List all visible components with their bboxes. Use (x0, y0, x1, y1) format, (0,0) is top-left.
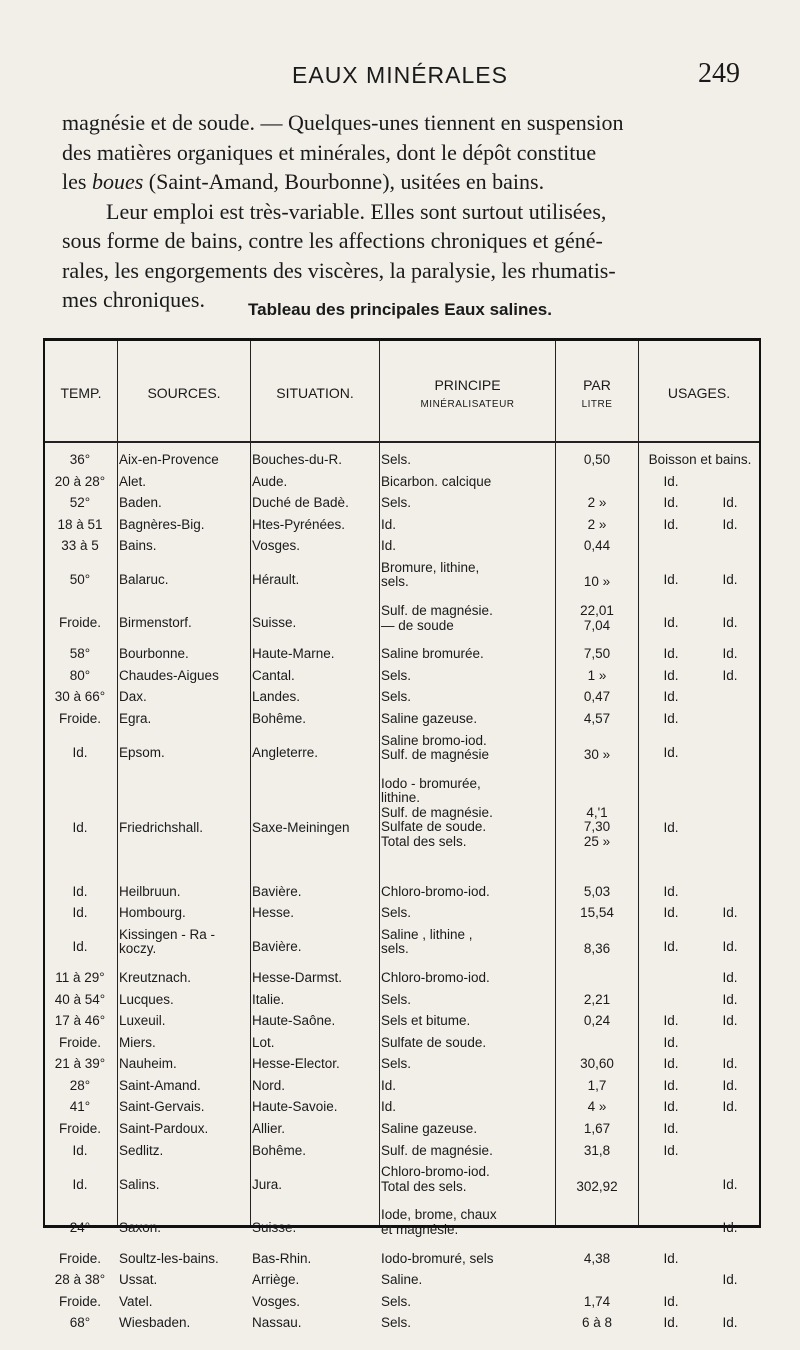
table-row (45, 604, 759, 647)
table-row (45, 993, 759, 1015)
cell-principe: Sels. (381, 991, 412, 1007)
cell-principe: Chloro-bromo-iod. Total des sels. (381, 1164, 490, 1194)
cell-usage-boisson: Id. (663, 939, 679, 955)
cell-principe: Chloro-bromo-iod. (381, 969, 490, 985)
cell-usage-boisson: Id. (663, 615, 679, 631)
cell-usage-boisson: Id. (663, 1034, 679, 1050)
cell-temp: 21 à 39° (54, 1056, 106, 1072)
cell-usage-bains: Id. (722, 991, 738, 1007)
cell-situation: Bavière. (252, 883, 302, 899)
cell-situation: Arriège. (252, 1272, 300, 1288)
cell-principe: Iode, brome, chaux et magnésie. (381, 1207, 497, 1237)
cell-usage-bains: Id. (722, 1176, 738, 1192)
header-principe: PRINCIPE (434, 377, 501, 393)
cell-par-litre: 1,67 (583, 1121, 611, 1137)
cell-temp: 28 à 38° (54, 1272, 106, 1288)
cell-situation: Haute-Saône. (252, 1013, 336, 1029)
table-row (45, 496, 759, 518)
header-rule (45, 441, 759, 443)
cell-par-litre: 4,'1 7,30 25 » (583, 804, 611, 849)
cell-situation: Cantal. (252, 667, 295, 683)
table-row (45, 777, 759, 885)
cell-par-litre: 2,21 (583, 991, 611, 1007)
table-row (45, 1057, 759, 1079)
cell-situation: Lot. (252, 1034, 275, 1050)
cell-source: Heilbruun. (119, 883, 181, 899)
cell-usage-boisson: Id. (663, 667, 679, 683)
cell-principe: Sels. (381, 452, 412, 467)
cell-situation: Bouches-du-R. (252, 452, 343, 467)
table-body (45, 453, 759, 1338)
cell-source: Saint-Amand. (119, 1077, 201, 1093)
header-principe-sub: MINÉRALISATEUR (420, 399, 515, 410)
table-row (45, 669, 759, 691)
cell-situation: Vosges. (252, 1293, 301, 1309)
cell-usage-bains: Id. (722, 1077, 738, 1093)
saline-waters-table (43, 338, 761, 1331)
header-par-sub: LITRE (581, 399, 613, 410)
cell-principe: Iodo - bromurée, lithine. Sulf. de magnésie. Sulfate de soude. Total des sels. (381, 775, 493, 849)
cell-source: Ussat. (119, 1272, 158, 1288)
cell-principe: Sels. (381, 1056, 412, 1072)
para-line-4: Leur emploi est très-variable. Elles sont surtout utilisées, (106, 198, 607, 224)
table-row (45, 1100, 759, 1122)
cell-source: Saint-Pardoux. (119, 1121, 209, 1137)
table-row (45, 1122, 759, 1144)
cell-par-litre: 4 » (587, 1099, 607, 1115)
cell-temp: 58° (69, 646, 91, 662)
cell-usage-boisson: Id. (663, 1121, 679, 1137)
cell-par-litre: 6 à 8 (581, 1315, 613, 1331)
cell-situation: Nassau. (252, 1315, 302, 1331)
cell-usage-boisson: Id. (663, 1315, 679, 1331)
cell-situation: Nord. (252, 1077, 286, 1093)
cell-situation: Bohême. (252, 710, 307, 726)
cell-usage-boisson: Boisson et bains. (648, 452, 752, 467)
para-line-3b: (Saint-Amand, Bourbonne), usitées en bains. (143, 169, 545, 194)
cell-source: Kreutznach. (119, 969, 192, 985)
header-par: PAR (583, 377, 611, 393)
cell-source: Saint-Gervais. (119, 1099, 205, 1115)
cell-temp: Id. (72, 905, 88, 921)
cell-principe: Id. (381, 1099, 397, 1115)
cell-principe: Saline , lithine , sels. (381, 926, 473, 957)
para-line-5: sous forme de bains, contre les affections chroniques et géné- (62, 228, 603, 253)
table-row (45, 1208, 759, 1251)
cell-source: Chaudes-Aigues (119, 667, 219, 683)
header-situation: SITUATION. (276, 385, 354, 401)
table-row (45, 712, 759, 734)
cell-usage-bains: Id. (722, 1315, 738, 1331)
cell-source: Lucques. (119, 991, 174, 1007)
cell-situation: Jura. (252, 1176, 283, 1192)
cell-par-litre: 1,7 (587, 1077, 607, 1093)
cell-usage-boisson: Id. (663, 1013, 679, 1029)
cell-temp: 11 à 29° (55, 969, 105, 985)
table-title: Tableau des principales Eaux salines. (248, 300, 552, 319)
cell-principe: Chloro-bromo-iod. (381, 883, 490, 899)
cell-principe: Saline gazeuse. (381, 710, 478, 726)
cell-usage-bains: Id. (722, 667, 738, 683)
cell-temp: Froide. (58, 1121, 102, 1137)
cell-source: Bains. (119, 538, 157, 554)
cell-par-litre: 31,8 (583, 1142, 611, 1158)
cell-situation: Suisse. (252, 615, 297, 631)
cell-usage-bains: Id. (722, 646, 738, 662)
cell-usage-boisson: Id. (663, 905, 679, 921)
cell-principe: Bromure, lithine, sels. (381, 559, 480, 590)
table-row (45, 518, 759, 540)
cell-principe: Sulf. de magnésie. — de soude (381, 603, 493, 633)
cell-par-litre: 0,47 (583, 689, 611, 705)
cell-temp: Id. (72, 1142, 88, 1158)
cell-situation: Aude. (252, 473, 288, 489)
table-row (45, 475, 759, 497)
cell-principe: Sels. (381, 905, 412, 921)
cell-situation: Landes. (252, 689, 301, 705)
cell-source: Salins. (119, 1176, 160, 1192)
header-sources: SOURCES. (147, 385, 221, 401)
cell-temp: Id. (72, 1176, 88, 1192)
cell-usage-boisson: Id. (663, 1077, 679, 1093)
cell-situation: Vosges. (252, 538, 301, 554)
cell-usage-boisson: Id. (663, 820, 679, 836)
table-row (45, 906, 759, 928)
cell-principe: Id. (381, 516, 397, 532)
cell-temp: 18 à 51 (57, 516, 103, 532)
table-row (45, 690, 759, 712)
cell-source: Dax. (119, 689, 147, 705)
cell-principe: Sels et bitume. (381, 1013, 471, 1029)
cell-situation: Bavière. (252, 939, 302, 955)
cell-usage-boisson: Id. (663, 1099, 679, 1115)
cell-situation: Saxe-Meiningen (252, 820, 350, 836)
cell-par-litre (557, 1208, 637, 1223)
cell-situation: Haute-Savoie. (252, 1099, 338, 1115)
cell-situation: Hérault. (252, 572, 300, 588)
cell-situation: Htes-Pyrénées. (252, 516, 346, 532)
cell-source: Epsom. (119, 744, 165, 760)
cell-temp: Id. (72, 883, 88, 899)
table-row (45, 885, 759, 907)
cell-usage-boisson: Id. (663, 710, 679, 726)
cell-usage-boisson: Id. (663, 1056, 679, 1072)
cell-par-litre: 22,01 7,04 (580, 603, 614, 633)
cell-par-litre: 0,44 (583, 538, 611, 554)
cell-source: Alet. (119, 473, 147, 489)
para-line-3a: les (62, 169, 92, 194)
cell-usage-bains: Id. (722, 939, 738, 955)
table-row (45, 1014, 759, 1036)
table-row (45, 1295, 759, 1317)
header-usages: USAGES. (667, 385, 731, 401)
cell-usage-boisson: Id. (663, 516, 679, 532)
cell-temp: Froide. (58, 710, 102, 726)
cell-source: Balaruc. (119, 572, 169, 588)
cell-usage-bains: Id. (722, 495, 738, 511)
body-paragraph (62, 108, 752, 315)
cell-principe: Saline. (381, 1272, 423, 1288)
cell-par-litre: 7,50 (583, 646, 611, 662)
table-row (45, 1316, 759, 1338)
cell-temp: Id. (72, 744, 88, 760)
cell-situation: Bohême. (252, 1142, 307, 1158)
cell-usage-bains: Id. (722, 615, 738, 631)
cell-par-litre: 30 » (583, 747, 611, 763)
cell-principe: Sulfate de soude. (381, 1034, 487, 1050)
cell-usage-bains: Id. (722, 516, 738, 532)
cell-situation: Bas-Rhin. (252, 1250, 312, 1266)
cell-temp: 30 à 66° (54, 689, 106, 705)
table-row (45, 453, 759, 475)
cell-usage-boisson: Id. (663, 1293, 679, 1309)
cell-source: Aix-en-Provence (119, 452, 219, 467)
cell-situation: Italie. (252, 991, 285, 1007)
table-row (45, 734, 759, 777)
header-temp: TEMP. (60, 385, 102, 401)
para-line-7: mes chroniques. (62, 287, 205, 312)
cell-usage-boisson: Id. (663, 1142, 679, 1158)
cell-source: Bagnères-Big. (119, 516, 205, 532)
cell-principe: Sels. (381, 1293, 412, 1309)
cell-temp: Id. (72, 939, 88, 955)
cell-principe: Bicarbon. calcique (381, 473, 492, 489)
cell-usage-bains: Id. (722, 1056, 738, 1072)
cell-principe: Id. (381, 538, 397, 554)
cell-usage-bains: Id. (722, 572, 738, 588)
para-emphasis-boues: boues (91, 169, 144, 194)
running-title: EAUX MINÉRALES (292, 62, 508, 88)
cell-situation: Haute-Marne. (252, 646, 335, 662)
table-row (45, 1252, 759, 1274)
cell-principe: Saline bromo-iod. Sulf. de magnésie (381, 732, 490, 763)
cell-usage-bains: Id. (722, 905, 738, 921)
table-row (45, 647, 759, 669)
cell-usage-boisson: Id. (663, 572, 679, 588)
cell-principe: Iodo-bromuré, sels (381, 1250, 494, 1266)
cell-usage-bains: Id. (722, 1013, 738, 1029)
cell-par-litre: 2 » (587, 495, 607, 511)
table-row (45, 1036, 759, 1058)
cell-par-litre: 8,36 (583, 941, 611, 957)
cell-principe: Sels. (381, 667, 412, 683)
cell-source: Miers. (119, 1034, 156, 1050)
cell-source: Hombourg. (119, 905, 186, 921)
cell-situation: Hesse-Darmst. (252, 969, 343, 985)
cell-principe: Sels. (381, 1315, 412, 1331)
cell-usage-boisson: Id. (663, 689, 679, 705)
cell-principe: Sulf. de magnésie. (381, 1142, 493, 1158)
table-row (45, 1273, 759, 1295)
cell-temp: Froide. (58, 1034, 102, 1050)
cell-temp: 20 à 28° (54, 473, 106, 489)
cell-par-litre: 0,50 (583, 452, 611, 467)
cell-principe: Sels. (381, 689, 412, 705)
cell-par-litre: 0,24 (583, 1013, 611, 1029)
cell-par-litre: 302,92 (576, 1178, 618, 1194)
cell-principe: Saline gazeuse. (381, 1121, 478, 1137)
cell-temp: Froide. (58, 1293, 102, 1309)
cell-temp: 68° (69, 1315, 91, 1331)
cell-source: Wiesbaden. (119, 1315, 191, 1331)
cell-temp: Froide. (58, 1250, 102, 1266)
table-row (45, 1165, 759, 1208)
cell-usage-bains: Id. (722, 1219, 738, 1235)
running-header (0, 58, 800, 92)
cell-principe: Saline bromurée. (381, 646, 484, 662)
para-line-2: des matières organiques et minérales, dont le dépôt constitue (62, 139, 597, 165)
cell-situation: Allier. (252, 1121, 286, 1137)
cell-usage-bains: Id. (722, 969, 738, 985)
cell-temp: 33 à 5 (61, 538, 99, 554)
cell-temp: 80° (69, 667, 91, 683)
cell-par-litre: 15,54 (580, 905, 614, 921)
cell-temp: Froide. (58, 615, 102, 631)
cell-situation: Suisse. (252, 1219, 297, 1235)
table-row (45, 561, 759, 604)
cell-temp: 17 à 46° (54, 1013, 106, 1029)
cell-temp: 52° (69, 495, 91, 511)
cell-temp: 36° (69, 452, 91, 467)
cell-situation: Duché de Badè. (252, 495, 349, 511)
cell-usage-boisson: Id. (663, 495, 679, 511)
cell-usage-bains: Id. (722, 1272, 738, 1288)
table-row (45, 928, 759, 971)
cell-situation: Hesse-Elector. (252, 1056, 340, 1072)
cell-source: Friedrichshall. (119, 820, 204, 836)
cell-usage-boisson: Id. (663, 646, 679, 662)
cell-usage-boisson: Id. (663, 744, 679, 760)
table-row (45, 1144, 759, 1166)
cell-situation: Hesse. (252, 905, 295, 921)
cell-temp: 24° (69, 1219, 91, 1235)
cell-source: Birmenstorf. (119, 615, 192, 631)
cell-source: Nauheim. (119, 1056, 177, 1072)
cell-par-litre: 5,03 (583, 883, 611, 899)
cell-par-litre: 1,74 (583, 1293, 611, 1309)
cell-usage-boisson: Id. (663, 883, 679, 899)
cell-usage-bains: Id. (722, 1099, 738, 1115)
cell-usage-boisson: Id. (663, 473, 679, 489)
cell-par-litre: 30,60 (580, 1056, 614, 1072)
cell-temp: 28° (69, 1077, 91, 1093)
cell-source: Saxon. (119, 1219, 162, 1235)
cell-source: Sedlitz. (119, 1142, 164, 1158)
cell-situation: Angleterre. (252, 744, 319, 760)
cell-usage-boisson: Id. (663, 1250, 679, 1266)
cell-source: Baden. (119, 495, 162, 511)
cell-source: Kissingen - Ra - koczy. (119, 926, 216, 957)
cell-temp: Id. (72, 820, 88, 836)
page-number: 249 (698, 58, 740, 89)
table-row (45, 539, 759, 561)
cell-principe: Sels. (381, 495, 412, 511)
cell-par-litre: 4,57 (583, 710, 611, 726)
para-line-6: rales, les engorgements des viscères, la paralysie, les rhumatis- (62, 257, 616, 283)
cell-temp: 50° (69, 572, 91, 588)
cell-temp: 40 à 54° (54, 991, 106, 1007)
table-row (45, 971, 759, 993)
cell-par-litre: 1 » (587, 667, 607, 683)
cell-par-litre: 10 » (583, 574, 611, 590)
cell-temp: 41° (69, 1099, 91, 1115)
table-row (45, 1079, 759, 1101)
cell-source: Vatel. (119, 1293, 153, 1309)
cell-par-litre: 4,38 (583, 1250, 611, 1266)
cell-principe: Id. (381, 1077, 397, 1093)
cell-source: Soultz-les-bains. (119, 1250, 219, 1266)
para-line-1: magnésie et de soude. — Quelques-unes tiennent en suspension (62, 110, 624, 135)
cell-source: Bourbonne. (119, 646, 189, 662)
cell-source: Egra. (119, 710, 152, 726)
cell-par-litre: 2 » (587, 516, 607, 532)
cell-source: Luxeuil. (119, 1013, 166, 1029)
